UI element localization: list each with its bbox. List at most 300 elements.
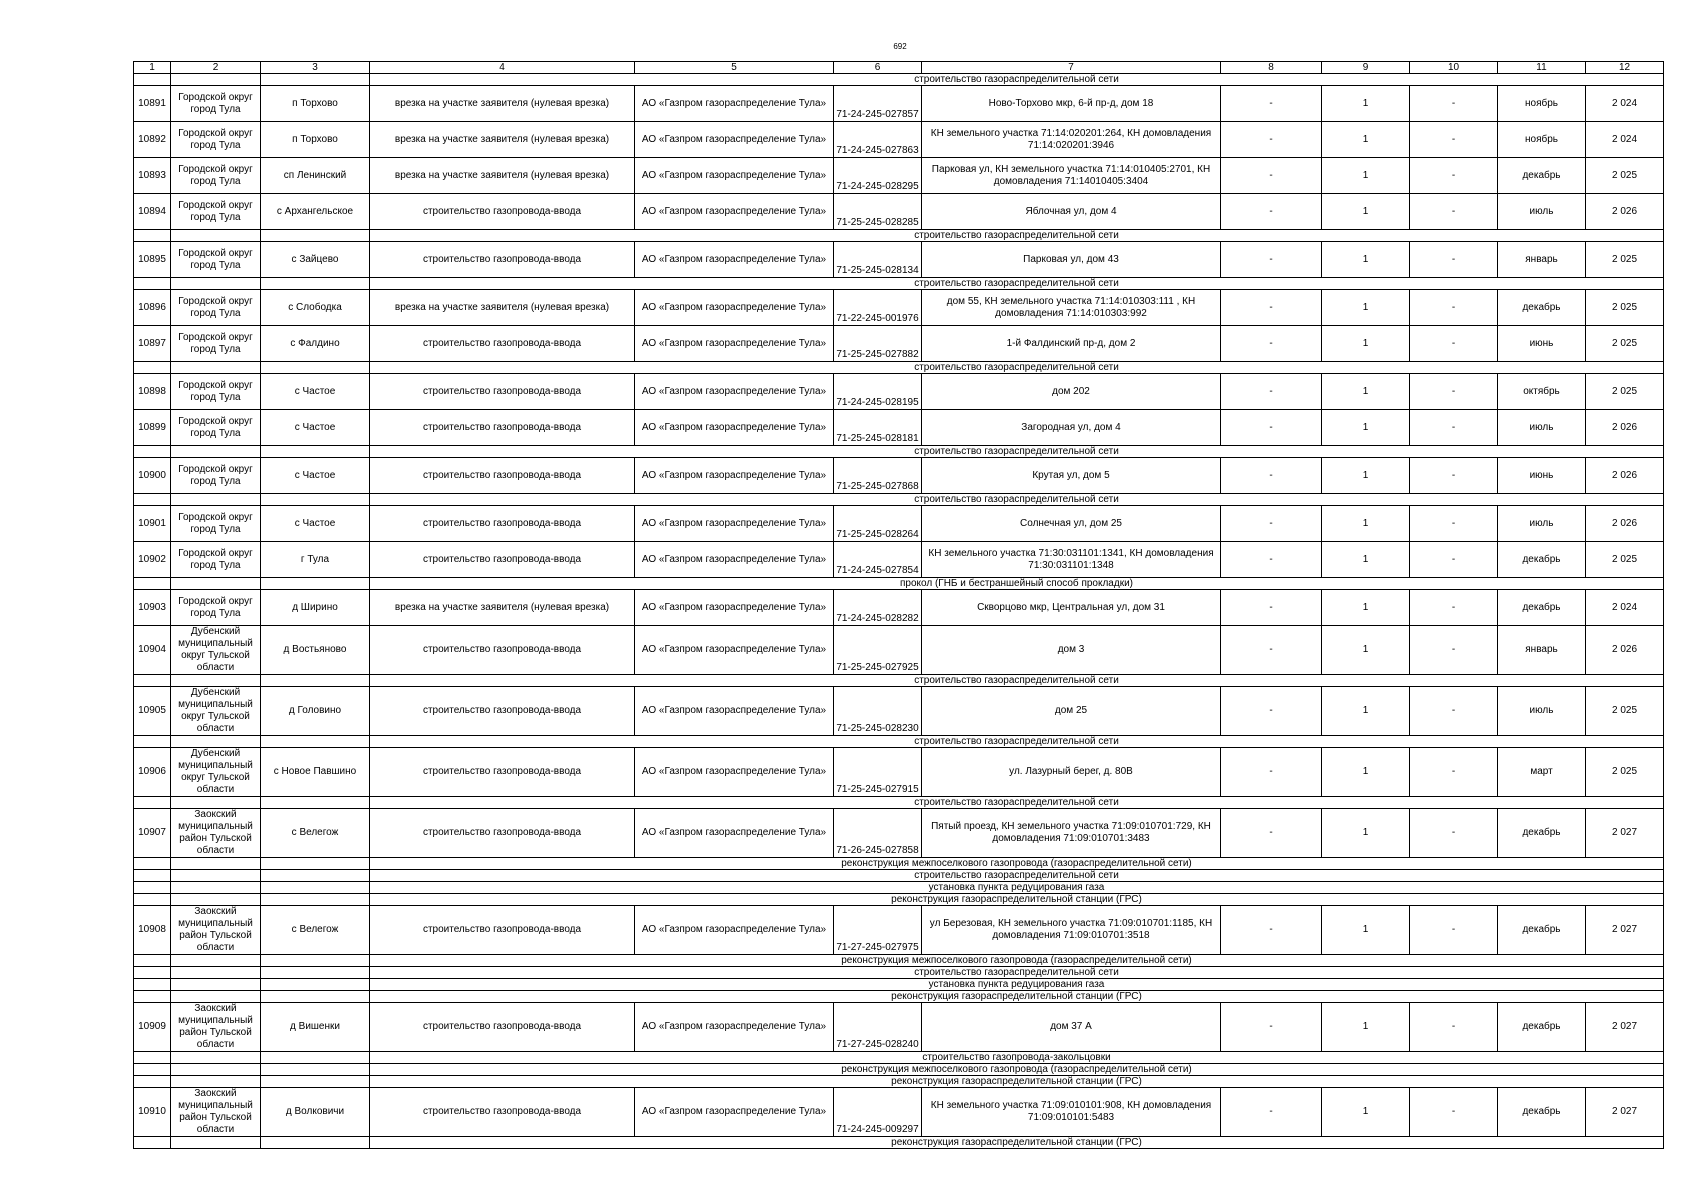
header-cell: 7: [922, 62, 1221, 74]
work-type-cell: строительство газопровода-ввода: [370, 748, 635, 797]
address-cell: 1-й Фалдинский пр-д, дом 2: [922, 326, 1221, 362]
table-row: [134, 906, 1664, 955]
subrow-empty-cell: [261, 858, 370, 870]
subrow-empty-cell: [134, 74, 171, 86]
subrow-empty-cell: [171, 74, 261, 86]
subrow-empty-cell: [134, 882, 171, 894]
subrow-empty-cell: [134, 1076, 171, 1088]
code-cell: 71-25-245-027882: [834, 326, 922, 362]
year-cell: 2 027: [1586, 809, 1664, 858]
col-8-cell: -: [1221, 687, 1322, 736]
row-number-cell: 10905: [134, 687, 171, 736]
subrow-empty-cell: [261, 230, 370, 242]
header-cell: 6: [834, 62, 922, 74]
table-row: [134, 242, 1664, 278]
col-9-cell: 1: [1322, 326, 1410, 362]
work-type-cell: врезка на участке заявителя (нулевая врезка): [370, 86, 635, 122]
work-type-cell: строительство газопровода-ввода: [370, 1088, 635, 1137]
col-10-cell: -: [1410, 86, 1498, 122]
subrow-empty-cell: [171, 230, 261, 242]
row-number-cell: 10903: [134, 590, 171, 626]
col-8-cell: -: [1221, 326, 1322, 362]
table-row: [134, 374, 1664, 410]
organization-cell: АО «Газпром газораспределение Тула»: [635, 590, 834, 626]
subrow-empty-cell: [171, 870, 261, 882]
col-10-cell: -: [1410, 506, 1498, 542]
col-10-cell: -: [1410, 194, 1498, 230]
subrow-empty-cell: [261, 1064, 370, 1076]
organization-cell: АО «Газпром газораспределение Тула»: [635, 1088, 834, 1137]
code-cell: 71-24-245-027857: [834, 86, 922, 122]
col-10-cell: -: [1410, 809, 1498, 858]
organization-cell: АО «Газпром газораспределение Тула»: [635, 410, 834, 446]
year-cell: 2 026: [1586, 410, 1664, 446]
col-8-cell: -: [1221, 590, 1322, 626]
code-cell: 71-26-245-027858: [834, 809, 922, 858]
subrow-empty-cell: [171, 967, 261, 979]
subrow-text: установка пункта редуцирования газа: [370, 882, 1664, 894]
locality-cell: д Ширино: [261, 590, 370, 626]
code-cell: 71-24-245-028195: [834, 374, 922, 410]
work-type-cell: врезка на участке заявителя (нулевая врезка): [370, 290, 635, 326]
subrow-empty-cell: [171, 1076, 261, 1088]
month-cell: июль: [1498, 687, 1586, 736]
table-row: [134, 626, 1664, 675]
subrow-empty-cell: [261, 74, 370, 86]
address-cell: дом 25: [922, 687, 1221, 736]
subrow-empty-cell: [134, 991, 171, 1003]
subrow-empty-cell: [171, 736, 261, 748]
col-10-cell: -: [1410, 687, 1498, 736]
locality-cell: с Слободка: [261, 290, 370, 326]
work-type-cell: строительство газопровода-ввода: [370, 542, 635, 578]
subrow-text: реконструкция газораспределительной станции (ГРС): [370, 1137, 1664, 1149]
subrow-text: строительство газопровода-закольцовки: [370, 1052, 1664, 1064]
col-8-cell: -: [1221, 906, 1322, 955]
code-cell: 71-25-245-028134: [834, 242, 922, 278]
col-9-cell: 1: [1322, 590, 1410, 626]
table-row: [134, 1088, 1664, 1137]
subrow-empty-cell: [134, 967, 171, 979]
row-number-cell: 10892: [134, 122, 171, 158]
year-cell: 2 027: [1586, 906, 1664, 955]
data-table: [133, 61, 1664, 1149]
table-row: [134, 506, 1664, 542]
subrow: [134, 362, 1664, 374]
col-10-cell: -: [1410, 122, 1498, 158]
code-cell: 71-25-245-028181: [834, 410, 922, 446]
locality-cell: с Частое: [261, 410, 370, 446]
month-cell: декабрь: [1498, 1088, 1586, 1137]
subrow: [134, 230, 1664, 242]
row-number-cell: 10894: [134, 194, 171, 230]
address-cell: дом 3: [922, 626, 1221, 675]
subrow-empty-cell: [134, 797, 171, 809]
municipality-cell: Заокский муниципальный район Тульской области: [171, 1088, 261, 1137]
table-row: [134, 542, 1664, 578]
col-10-cell: -: [1410, 374, 1498, 410]
year-cell: 2 024: [1586, 590, 1664, 626]
organization-cell: АО «Газпром газораспределение Тула»: [635, 122, 834, 158]
organization-cell: АО «Газпром газораспределение Тула»: [635, 290, 834, 326]
header-cell: 4: [370, 62, 635, 74]
subrow-empty-cell: [171, 991, 261, 1003]
subrow-empty-cell: [261, 362, 370, 374]
subrow-empty-cell: [171, 1052, 261, 1064]
month-cell: декабрь: [1498, 290, 1586, 326]
subrow-empty-cell: [261, 870, 370, 882]
table-row: [134, 590, 1664, 626]
code-cell: 71-24-245-028282: [834, 590, 922, 626]
subrow-empty-cell: [261, 894, 370, 906]
subrow-text: строительство газораспределительной сети: [370, 675, 1664, 687]
work-type-cell: строительство газопровода-ввода: [370, 374, 635, 410]
subrow-text: прокол (ГНБ и бестраншейный способ прокладки): [370, 578, 1664, 590]
col-8-cell: -: [1221, 626, 1322, 675]
page-number: 692: [893, 42, 907, 51]
subrow-empty-cell: [171, 494, 261, 506]
subrow-text: строительство газораспределительной сети: [370, 494, 1664, 506]
locality-cell: п Торхово: [261, 86, 370, 122]
col-9-cell: 1: [1322, 458, 1410, 494]
organization-cell: АО «Газпром газораспределение Тула»: [635, 458, 834, 494]
subrow: [134, 446, 1664, 458]
col-8-cell: -: [1221, 809, 1322, 858]
subrow-empty-cell: [134, 858, 171, 870]
subrow-empty-cell: [171, 894, 261, 906]
subrow-empty-cell: [261, 1052, 370, 1064]
col-9-cell: 1: [1322, 542, 1410, 578]
subrow-empty-cell: [171, 882, 261, 894]
header-cell: 1: [134, 62, 171, 74]
address-cell: Солнечная ул, дом 25: [922, 506, 1221, 542]
col-9-cell: 1: [1322, 242, 1410, 278]
subrow-empty-cell: [171, 446, 261, 458]
col-8-cell: -: [1221, 410, 1322, 446]
subrow-empty-cell: [134, 870, 171, 882]
row-number-cell: 10891: [134, 86, 171, 122]
col-9-cell: 1: [1322, 290, 1410, 326]
locality-cell: с Фалдино: [261, 326, 370, 362]
subrow-empty-cell: [261, 882, 370, 894]
col-8-cell: -: [1221, 194, 1322, 230]
subrow-empty-cell: [261, 955, 370, 967]
header-cell: 3: [261, 62, 370, 74]
municipality-cell: Городской округ город Тула: [171, 86, 261, 122]
subrow-text: строительство газораспределительной сети: [370, 278, 1664, 290]
organization-cell: АО «Газпром газораспределение Тула»: [635, 1003, 834, 1052]
locality-cell: д Волковичи: [261, 1088, 370, 1137]
address-cell: Парковая ул, КН земельного участка 71:14:010405:2701, КН домовладения 71:14010405:3404: [922, 158, 1221, 194]
month-cell: январь: [1498, 242, 1586, 278]
month-cell: июнь: [1498, 326, 1586, 362]
address-cell: Крутая ул, дом 5: [922, 458, 1221, 494]
year-cell: 2 025: [1586, 290, 1664, 326]
col-9-cell: 1: [1322, 906, 1410, 955]
subrow-text: строительство газораспределительной сети: [370, 967, 1664, 979]
municipality-cell: Заокский муниципальный район Тульской области: [171, 809, 261, 858]
year-cell: 2 027: [1586, 1003, 1664, 1052]
work-type-cell: врезка на участке заявителя (нулевая врезка): [370, 590, 635, 626]
month-cell: ноябрь: [1498, 122, 1586, 158]
address-cell: дом 37 А: [922, 1003, 1221, 1052]
municipality-cell: Городской округ город Тула: [171, 590, 261, 626]
year-cell: 2 024: [1586, 122, 1664, 158]
subrow-empty-cell: [134, 979, 171, 991]
municipality-cell: Городской округ город Тула: [171, 374, 261, 410]
subrow-text: реконструкция межпоселкового газопровода (газораспределительной сети): [370, 858, 1664, 870]
municipality-cell: Заокский муниципальный район Тульской области: [171, 1003, 261, 1052]
subrow-empty-cell: [171, 278, 261, 290]
subrow: [134, 967, 1664, 979]
header-cell: 12: [1586, 62, 1664, 74]
work-type-cell: строительство газопровода-ввода: [370, 194, 635, 230]
locality-cell: с Архангельское: [261, 194, 370, 230]
subrow: [134, 675, 1664, 687]
organization-cell: АО «Газпром газораспределение Тула»: [635, 626, 834, 675]
address-cell: дом 202: [922, 374, 1221, 410]
col-8-cell: -: [1221, 122, 1322, 158]
row-number-cell: 10898: [134, 374, 171, 410]
subrow-empty-cell: [261, 979, 370, 991]
col-9-cell: 1: [1322, 626, 1410, 675]
subrow: [134, 870, 1664, 882]
year-cell: 2 025: [1586, 242, 1664, 278]
col-8-cell: -: [1221, 506, 1322, 542]
code-cell: 71-24-245-027854: [834, 542, 922, 578]
row-number-cell: 10896: [134, 290, 171, 326]
code-cell: 71-25-245-028230: [834, 687, 922, 736]
subrow-text: строительство газораспределительной сети: [370, 446, 1664, 458]
month-cell: октябрь: [1498, 374, 1586, 410]
municipality-cell: Городской округ город Тула: [171, 326, 261, 362]
header-cell: 11: [1498, 62, 1586, 74]
col-9-cell: 1: [1322, 809, 1410, 858]
header-row: [134, 62, 1664, 74]
col-10-cell: -: [1410, 458, 1498, 494]
subrow-empty-cell: [261, 675, 370, 687]
organization-cell: АО «Газпром газораспределение Тула»: [635, 506, 834, 542]
row-number-cell: 10895: [134, 242, 171, 278]
subrow-text: строительство газораспределительной сети: [370, 74, 1664, 86]
col-8-cell: -: [1221, 86, 1322, 122]
organization-cell: АО «Газпром газораспределение Тула»: [635, 242, 834, 278]
subrow-empty-cell: [261, 797, 370, 809]
subrow-text: строительство газораспределительной сети: [370, 230, 1664, 242]
header-cell: 9: [1322, 62, 1410, 74]
locality-cell: с Частое: [261, 506, 370, 542]
work-type-cell: строительство газопровода-ввода: [370, 1003, 635, 1052]
locality-cell: г Тула: [261, 542, 370, 578]
col-10-cell: -: [1410, 242, 1498, 278]
municipality-cell: Городской округ город Тула: [171, 194, 261, 230]
code-cell: 71-25-245-028264: [834, 506, 922, 542]
address-cell: Яблочная ул, дом 4: [922, 194, 1221, 230]
year-cell: 2 026: [1586, 458, 1664, 494]
locality-cell: с Новое Павшино: [261, 748, 370, 797]
row-number-cell: 10893: [134, 158, 171, 194]
subrow-empty-cell: [134, 1137, 171, 1149]
month-cell: декабрь: [1498, 809, 1586, 858]
organization-cell: АО «Газпром газораспределение Тула»: [635, 194, 834, 230]
month-cell: декабрь: [1498, 542, 1586, 578]
subrow-empty-cell: [171, 1137, 261, 1149]
code-cell: 71-24-245-028295: [834, 158, 922, 194]
row-number-cell: 10910: [134, 1088, 171, 1137]
year-cell: 2 024: [1586, 86, 1664, 122]
row-number-cell: 10899: [134, 410, 171, 446]
work-type-cell: строительство газопровода-ввода: [370, 506, 635, 542]
table-row: [134, 458, 1664, 494]
table-row: [134, 687, 1664, 736]
address-cell: КН земельного участка 71:14:020201:264, КН домовладения 71:14:020201:3946: [922, 122, 1221, 158]
locality-cell: д Вишенки: [261, 1003, 370, 1052]
subrow-text: реконструкция газораспределительной станции (ГРС): [370, 1076, 1664, 1088]
col-10-cell: -: [1410, 626, 1498, 675]
col-9-cell: 1: [1322, 374, 1410, 410]
address-cell: Парковая ул, дом 43: [922, 242, 1221, 278]
work-type-cell: строительство газопровода-ввода: [370, 242, 635, 278]
address-cell: Пятый проезд, КН земельного участка 71:09:010701:729, КН домовладения 71:09:010701:3483: [922, 809, 1221, 858]
work-type-cell: строительство газопровода-ввода: [370, 326, 635, 362]
subrow-empty-cell: [261, 967, 370, 979]
month-cell: декабрь: [1498, 590, 1586, 626]
col-10-cell: -: [1410, 410, 1498, 446]
code-cell: 71-27-245-028240: [834, 1003, 922, 1052]
header-cell: 2: [171, 62, 261, 74]
col-9-cell: 1: [1322, 1003, 1410, 1052]
subrow-text: реконструкция межпоселкового газопровода (газораспределительной сети): [370, 955, 1664, 967]
address-cell: ул. Лазурный берег, д. 80В: [922, 748, 1221, 797]
address-cell: КН земельного участка 71:09:010101:908, КН домовладения 71:09:010101:5483: [922, 1088, 1221, 1137]
subrow: [134, 858, 1664, 870]
col-9-cell: 1: [1322, 748, 1410, 797]
locality-cell: д Востьяново: [261, 626, 370, 675]
organization-cell: АО «Газпром газораспределение Тула»: [635, 809, 834, 858]
year-cell: 2 027: [1586, 1088, 1664, 1137]
row-number-cell: 10897: [134, 326, 171, 362]
work-type-cell: строительство газопровода-ввода: [370, 687, 635, 736]
subrow-empty-cell: [171, 858, 261, 870]
col-10-cell: -: [1410, 1003, 1498, 1052]
col-8-cell: -: [1221, 1088, 1322, 1137]
work-type-cell: строительство газопровода-ввода: [370, 906, 635, 955]
municipality-cell: Городской округ город Тула: [171, 242, 261, 278]
table-row: [134, 326, 1664, 362]
subrow-empty-cell: [134, 362, 171, 374]
year-cell: 2 025: [1586, 748, 1664, 797]
table-row: [134, 158, 1664, 194]
subrow: [134, 894, 1664, 906]
code-cell: 71-25-245-027925: [834, 626, 922, 675]
locality-cell: с Велегож: [261, 906, 370, 955]
subrow: [134, 1137, 1664, 1149]
header-cell: 10: [1410, 62, 1498, 74]
col-10-cell: -: [1410, 906, 1498, 955]
subrow-empty-cell: [134, 494, 171, 506]
code-cell: 71-25-245-028285: [834, 194, 922, 230]
municipality-cell: Городской округ город Тула: [171, 290, 261, 326]
subrow-empty-cell: [134, 894, 171, 906]
subrow-empty-cell: [261, 578, 370, 590]
col-9-cell: 1: [1322, 194, 1410, 230]
organization-cell: АО «Газпром газораспределение Тула»: [635, 86, 834, 122]
subrow: [134, 797, 1664, 809]
code-cell: 71-24-245-027863: [834, 122, 922, 158]
month-cell: декабрь: [1498, 906, 1586, 955]
col-9-cell: 1: [1322, 410, 1410, 446]
col-9-cell: 1: [1322, 122, 1410, 158]
month-cell: январь: [1498, 626, 1586, 675]
subrow-empty-cell: [171, 675, 261, 687]
subrow-empty-cell: [261, 1076, 370, 1088]
locality-cell: с Частое: [261, 374, 370, 410]
row-number-cell: 10907: [134, 809, 171, 858]
subrow-empty-cell: [171, 1064, 261, 1076]
subrow: [134, 74, 1664, 86]
col-9-cell: 1: [1322, 86, 1410, 122]
table-row: [134, 809, 1664, 858]
col-9-cell: 1: [1322, 158, 1410, 194]
year-cell: 2 026: [1586, 626, 1664, 675]
row-number-cell: 10909: [134, 1003, 171, 1052]
subrow-empty-cell: [171, 578, 261, 590]
month-cell: декабрь: [1498, 158, 1586, 194]
code-cell: 71-27-245-027975: [834, 906, 922, 955]
col-10-cell: -: [1410, 158, 1498, 194]
row-number-cell: 10901: [134, 506, 171, 542]
subrow: [134, 578, 1664, 590]
work-type-cell: строительство газопровода-ввода: [370, 626, 635, 675]
work-type-cell: строительство газопровода-ввода: [370, 809, 635, 858]
table-row: [134, 122, 1664, 158]
work-type-cell: врезка на участке заявителя (нулевая врезка): [370, 122, 635, 158]
municipality-cell: Дубенский муниципальный округ Тульской области: [171, 748, 261, 797]
col-9-cell: 1: [1322, 1088, 1410, 1137]
subrow-empty-cell: [261, 446, 370, 458]
row-number-cell: 10904: [134, 626, 171, 675]
table-row: [134, 410, 1664, 446]
subrow: [134, 955, 1664, 967]
subrow-empty-cell: [134, 446, 171, 458]
month-cell: ноябрь: [1498, 86, 1586, 122]
code-cell: 71-22-245-001976: [834, 290, 922, 326]
subrow: [134, 1064, 1664, 1076]
work-type-cell: строительство газопровода-ввода: [370, 458, 635, 494]
subrow-empty-cell: [261, 991, 370, 1003]
table-row: [134, 194, 1664, 230]
subrow-empty-cell: [134, 955, 171, 967]
row-number-cell: 10906: [134, 748, 171, 797]
address-cell: Скворцово мкр, Центральная ул, дом 31: [922, 590, 1221, 626]
subrow-empty-cell: [261, 1137, 370, 1149]
subrow-text: строительство газораспределительной сети: [370, 362, 1664, 374]
subrow-empty-cell: [261, 278, 370, 290]
municipality-cell: Городской округ город Тула: [171, 506, 261, 542]
subrow-empty-cell: [134, 736, 171, 748]
municipality-cell: Дубенский муниципальный округ Тульской области: [171, 687, 261, 736]
subrow-empty-cell: [134, 230, 171, 242]
organization-cell: АО «Газпром газораспределение Тула»: [635, 158, 834, 194]
month-cell: июль: [1498, 194, 1586, 230]
col-8-cell: -: [1221, 158, 1322, 194]
subrow-empty-cell: [171, 955, 261, 967]
organization-cell: АО «Газпром газораспределение Тула»: [635, 374, 834, 410]
locality-cell: п Торхово: [261, 122, 370, 158]
work-type-cell: строительство газопровода-ввода: [370, 410, 635, 446]
subrow-empty-cell: [134, 278, 171, 290]
address-cell: дом 55, КН земельного участка 71:14:010303:111 , КН домовладения 71:14:010303:992: [922, 290, 1221, 326]
